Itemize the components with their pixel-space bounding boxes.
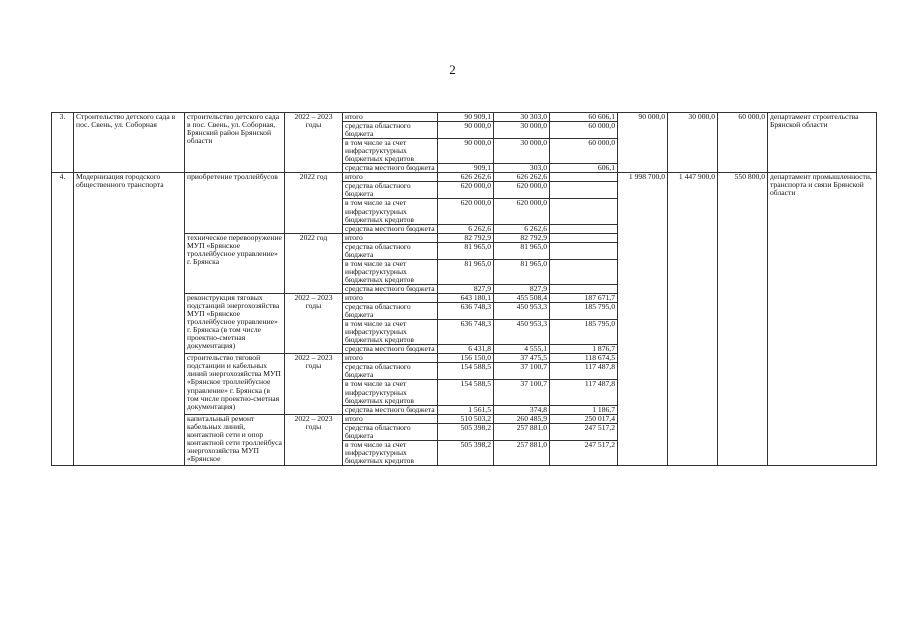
amount-cell: 187 671,7 xyxy=(550,293,618,302)
amount-cell: 247 517,2 xyxy=(550,440,618,465)
implementation-period: 2022 год xyxy=(285,173,343,233)
total-amount-cell: 60 000,0 xyxy=(718,113,768,173)
amount-cell: 260 485,9 xyxy=(494,414,550,423)
row-number: 3. xyxy=(52,113,74,173)
amount-cell: 620 000,0 xyxy=(438,199,494,224)
object-title: Модернизация городского общественного транспорта xyxy=(74,173,185,466)
funding-source: средства местного бюджета xyxy=(343,284,438,293)
amount-cell: 90 909,1 xyxy=(438,113,494,122)
amount-cell: 1 561,5 xyxy=(438,405,494,414)
amount-cell: 620 000,0 xyxy=(494,199,550,224)
amount-cell: 827,9 xyxy=(494,284,550,293)
amount-cell: 303,0 xyxy=(494,164,550,173)
amount-cell: 247 517,2 xyxy=(550,423,618,440)
amount-cell xyxy=(550,199,618,224)
amount-cell: 257 881,0 xyxy=(494,423,550,440)
amount-cell: 81 965,0 xyxy=(438,242,494,259)
funding-source: в том числе за счет инфраструктурных бюджетных кредитов xyxy=(343,259,438,284)
budget-table xyxy=(51,112,877,466)
funding-source: в том числе за счет инфраструктурных бюджетных кредитов xyxy=(343,139,438,164)
responsible-department: департамент промышленности, транспорта и связи Брянской области xyxy=(768,173,877,466)
funding-source: в том числе за счет инфраструктурных бюджетных кредитов xyxy=(343,440,438,465)
amount-cell xyxy=(550,233,618,242)
amount-cell: 117 487,8 xyxy=(550,380,618,405)
amount-cell xyxy=(550,259,618,284)
table-row xyxy=(52,173,877,182)
amount-cell: 374,8 xyxy=(494,405,550,414)
total-amount-cell: 90 000,0 xyxy=(618,113,668,173)
amount-cell: 505 398,2 xyxy=(438,423,494,440)
amount-cell: 90 000,0 xyxy=(438,139,494,164)
amount-cell: 510 503,2 xyxy=(438,414,494,423)
measure-name: приобретение троллейбусов xyxy=(185,173,285,233)
amount-cell: 250 017,4 xyxy=(550,414,618,423)
amount-cell: 6 262,6 xyxy=(438,224,494,233)
funding-source: итого xyxy=(343,293,438,302)
amount-cell: 643 180,1 xyxy=(438,293,494,302)
amount-cell: 620 000,0 xyxy=(494,182,550,199)
amount-cell xyxy=(550,284,618,293)
measure-name: строительство детского сада в пос. Свень, ул. Соборная, Брянский район Брянской области xyxy=(185,113,285,173)
funding-source: в том числе за счет инфраструктурных бюджетных кредитов xyxy=(343,380,438,405)
amount-cell: 626 262,6 xyxy=(438,173,494,182)
amount-cell: 90 000,0 xyxy=(438,122,494,139)
total-amount-cell: 30 000,0 xyxy=(668,113,718,173)
measure-name: строительство тяговой подстанции и кабельных линий энергохозяйства МУП «Брянское троллейбусное управление» г. Брянска (в том числе проектно-сметная документация) xyxy=(185,354,285,414)
amount-cell: 30 000,0 xyxy=(494,122,550,139)
measure-name: техническое перевооружение МУП «Брянское троллейбусное управление» г. Брянска xyxy=(185,233,285,293)
amount-cell: 37 475,5 xyxy=(494,354,550,363)
amount-cell: 606,1 xyxy=(550,164,618,173)
amount-cell: 156 150,0 xyxy=(438,354,494,363)
row-number: 4. xyxy=(52,173,74,466)
amount-cell xyxy=(550,182,618,199)
object-title: Строительство детского сада в пос. Свень, ул. Соборная xyxy=(74,113,185,173)
implementation-period: 2022 – 2023 годы xyxy=(285,354,343,414)
total-amount-cell: 1 998 700,0 xyxy=(618,173,668,466)
amount-cell: 1 186,7 xyxy=(550,405,618,414)
amount-cell: 450 953,3 xyxy=(494,320,550,345)
amount-cell: 81 965,0 xyxy=(438,259,494,284)
amount-cell: 257 881,0 xyxy=(494,440,550,465)
implementation-period: 2022 – 2023 годы xyxy=(285,113,343,173)
amount-cell: 827,9 xyxy=(438,284,494,293)
amount-cell: 185 795,0 xyxy=(550,303,618,320)
total-amount-cell: 1 447 900,0 xyxy=(668,173,718,466)
funding-source: средства областного бюджета xyxy=(343,423,438,440)
total-amount-cell: 550 800,0 xyxy=(718,173,768,466)
funding-source: средства областного бюджета xyxy=(343,303,438,320)
amount-cell: 117 487,8 xyxy=(550,363,618,380)
funding-source: итого xyxy=(343,233,438,242)
amount-cell: 1 876,7 xyxy=(550,345,618,354)
amount-cell: 505 398,2 xyxy=(438,440,494,465)
amount-cell: 154 588,5 xyxy=(438,380,494,405)
implementation-period: 2022 – 2023 годы xyxy=(285,293,343,353)
amount-cell: 81 965,0 xyxy=(494,242,550,259)
measure-name: реконструкция тяговых подстанций энергохозяйства МУП «Брянское троллейбусное управление» г. Брянска (в том числе проектно-сметная документация) xyxy=(185,293,285,353)
funding-source: итого xyxy=(343,414,438,423)
funding-source: итого xyxy=(343,173,438,182)
amount-cell: 6 431,8 xyxy=(438,345,494,354)
funding-source: в том числе за счет инфраструктурных бюджетных кредитов xyxy=(343,320,438,345)
amount-cell: 37 100,7 xyxy=(494,363,550,380)
amount-cell: 30 303,0 xyxy=(494,113,550,122)
amount-cell: 909,1 xyxy=(438,164,494,173)
amount-cell xyxy=(550,173,618,182)
amount-cell: 620 000,0 xyxy=(438,182,494,199)
funding-source: средства местного бюджета xyxy=(343,405,438,414)
amount-cell: 82 792,9 xyxy=(438,233,494,242)
amount-cell xyxy=(550,242,618,259)
funding-source: средства местного бюджета xyxy=(343,345,438,354)
responsible-department: департамент строительства Брянской области xyxy=(768,113,877,173)
amount-cell: 60 606,1 xyxy=(550,113,618,122)
measure-name: капитальный ремонт кабельных линий, контактной сети и опор контактной сети троллейбуса энергохозяйства МУП «Брянское xyxy=(185,414,285,465)
implementation-period: 2022 год xyxy=(285,233,343,293)
amount-cell: 6 262,6 xyxy=(494,224,550,233)
funding-source: средства местного бюджета xyxy=(343,224,438,233)
funding-source: в том числе за счет инфраструктурных бюджетных кредитов xyxy=(343,199,438,224)
funding-source: средства областного бюджета xyxy=(343,363,438,380)
funding-source: средства областного бюджета xyxy=(343,122,438,139)
amount-cell: 118 674,5 xyxy=(550,354,618,363)
amount-cell xyxy=(550,224,618,233)
funding-source: средства местного бюджета xyxy=(343,164,438,173)
amount-cell: 636 748,3 xyxy=(438,320,494,345)
funding-source: итого xyxy=(343,113,438,122)
amount-cell: 60 000,0 xyxy=(550,139,618,164)
page-number: 2 xyxy=(449,62,456,77)
amount-cell: 37 100,7 xyxy=(494,380,550,405)
amount-cell: 154 588,5 xyxy=(438,363,494,380)
amount-cell: 30 000,0 xyxy=(494,139,550,164)
amount-cell: 81 965,0 xyxy=(494,259,550,284)
table-row xyxy=(52,113,877,122)
amount-cell: 450 953,3 xyxy=(494,303,550,320)
funding-source: итого xyxy=(343,354,438,363)
amount-cell: 60 000,0 xyxy=(550,122,618,139)
implementation-period: 2022 – 2023 годы xyxy=(285,414,343,465)
amount-cell: 82 792,9 xyxy=(494,233,550,242)
funding-source: средства областного бюджета xyxy=(343,242,438,259)
amount-cell: 185 795,0 xyxy=(550,320,618,345)
amount-cell: 4 555,1 xyxy=(494,345,550,354)
amount-cell: 636 748,3 xyxy=(438,303,494,320)
amount-cell: 455 508,4 xyxy=(494,293,550,302)
funding-source: средства областного бюджета xyxy=(343,182,438,199)
amount-cell: 626 262,6 xyxy=(494,173,550,182)
